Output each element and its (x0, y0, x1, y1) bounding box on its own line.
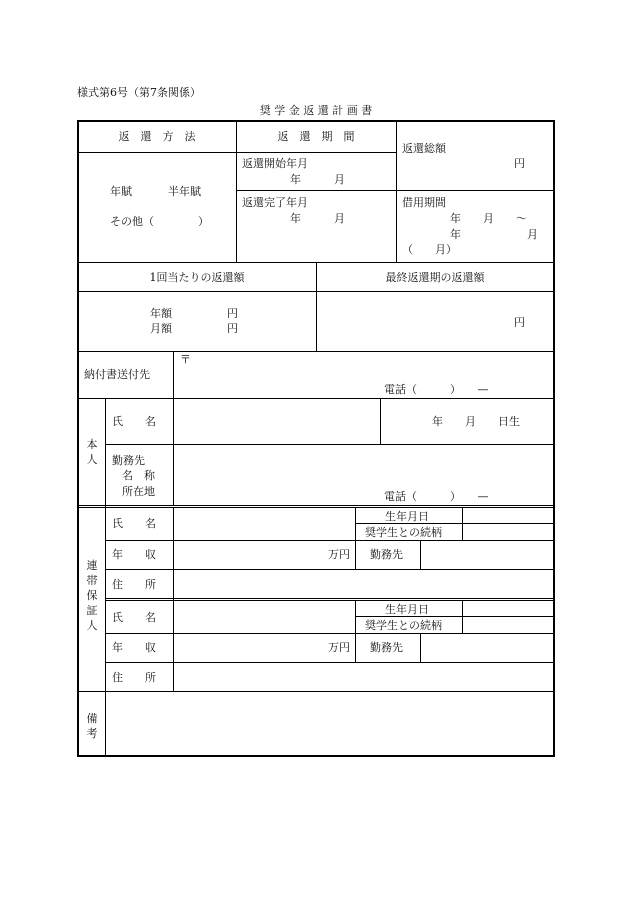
self-work-label: 勤務先 (112, 454, 145, 467)
divider (105, 398, 106, 757)
divider (78, 398, 554, 399)
per-payment-annual: 年額 円 (150, 307, 238, 320)
end-value: 年 月 (290, 212, 345, 225)
guarantor1-relation-label: 奨学生との続柄 (365, 526, 442, 539)
self-work-address: 所在地 (122, 485, 155, 498)
divider (420, 540, 421, 569)
self-name-label: 氏 名 (112, 415, 156, 428)
divider (78, 507, 554, 508)
divider (78, 152, 396, 153)
guarantor2-relation-label: 奨学生との続柄 (365, 619, 442, 632)
divider (105, 662, 554, 663)
guarantor1-income-unit: 万円 (328, 548, 350, 561)
notice-address-label: 納付書送付先 (84, 368, 150, 381)
method-annual: 年賦 (110, 185, 132, 198)
guarantor1-address-label: 住 所 (112, 578, 156, 591)
borrow-line3: （ 月） (402, 243, 457, 256)
total-label: 返還総額 (402, 142, 446, 155)
start-label: 返還開始年月 (242, 157, 308, 170)
guarantor2-address-label: 住 所 (112, 671, 156, 684)
guarantor2-work-label: 勤務先 (370, 641, 403, 654)
divider (105, 540, 554, 541)
divider (105, 569, 554, 570)
remarks-label: 備考 (86, 712, 98, 740)
self-work-name: 名 称 (122, 469, 155, 482)
guarantor2-birth-label: 生年月日 (385, 603, 429, 616)
divider (78, 691, 554, 692)
divider (355, 600, 356, 662)
divider (355, 523, 554, 524)
end-label: 返還完了年月 (242, 196, 308, 209)
self-birth: 年 月 日生 (432, 415, 520, 428)
method-header: 返 還 方 法 (118, 130, 196, 143)
guarantor1-work-label: 勤務先 (370, 548, 403, 561)
method-other: その他（ ） (110, 215, 209, 228)
guarantor2-income-label: 年 収 (112, 641, 156, 654)
final-payment-header: 最終返還期の返還額 (385, 271, 485, 284)
divider (396, 190, 554, 191)
divider (105, 444, 554, 445)
borrow-label: 借用期間 (402, 196, 446, 209)
guarantor1-income-label: 年 収 (112, 548, 156, 561)
divider (236, 190, 396, 191)
total-unit: 円 (514, 157, 525, 170)
borrow-line1: 年 月 〜 (450, 212, 527, 225)
page-title: 奨 学 金 返 還 計 画 書 (259, 104, 373, 117)
period-header: 返 還 期 間 (277, 130, 355, 143)
start-value: 年 月 (290, 173, 345, 186)
divider (105, 598, 554, 599)
guarantor2-income-unit: 万円 (328, 641, 350, 654)
guarantor2-name-label: 氏 名 (112, 611, 156, 624)
form-number: 様式第6号（第7条関係） (77, 86, 201, 99)
divider (396, 121, 397, 262)
self-group-label: 本人 (86, 438, 98, 466)
borrow-line2: 年 月 (450, 228, 538, 241)
per-payment-monthly: 月額 円 (150, 322, 238, 335)
divider (78, 505, 554, 506)
divider (78, 291, 554, 292)
guarantor1-name-label: 氏 名 (112, 517, 156, 530)
divider (380, 398, 381, 444)
divider (173, 351, 174, 506)
method-semiannual: 半年賦 (168, 185, 201, 198)
divider (420, 633, 421, 662)
divider (173, 507, 174, 691)
final-payment-unit: 円 (514, 316, 525, 329)
divider (78, 351, 554, 352)
guarantor-group-label: 連帯保証人 (86, 559, 98, 632)
divider (355, 507, 356, 569)
postal-mark: 〒 (180, 353, 191, 366)
per-payment-header: 1回当たりの返還額 (149, 271, 245, 284)
divider (105, 600, 554, 601)
notice-phone: 電話（ ） — (384, 383, 489, 396)
divider (105, 633, 554, 634)
divider (355, 616, 554, 617)
self-phone: 電話（ ） — (384, 490, 489, 503)
guarantor1-birth-label: 生年月日 (385, 510, 429, 523)
